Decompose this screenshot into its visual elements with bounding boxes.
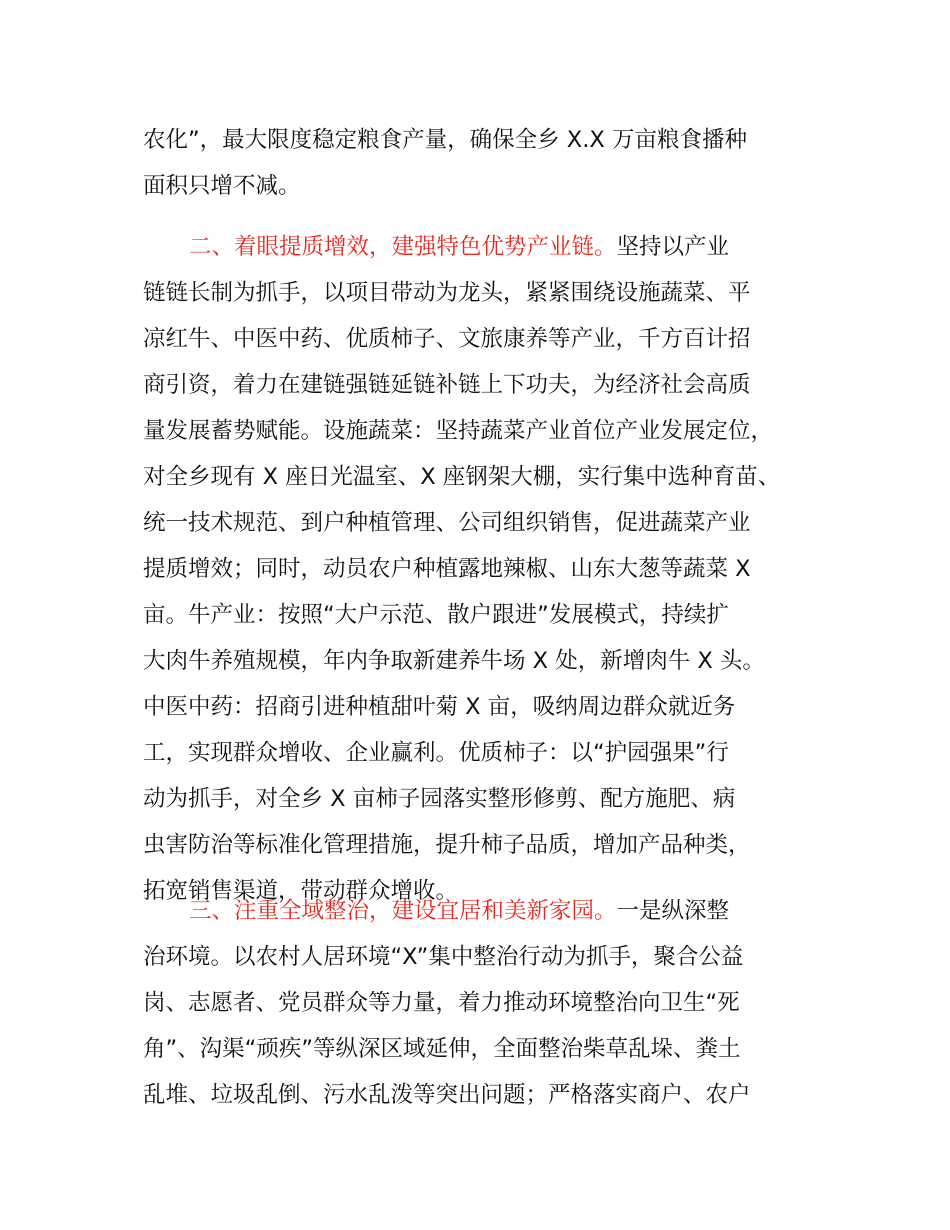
section-heading: 二、着眼提质增效，建强特色优势产业链。 [189, 234, 617, 260]
text-line: 角”、沟渠“顽疾”等纵深区域延伸，全面整治柴草乱垛、粪土 [143, 1036, 741, 1062]
paragraph-first-line [143, 888, 751, 934]
text-run: 一是纵深整 [616, 898, 730, 924]
text-line: 虫害防治等标准化管理措施，提升柿子品质，增加产品种类， [143, 832, 751, 858]
paragraph-2 [143, 224, 780, 914]
text-line: 凉红牛、中医中药、优质柿子、文旅康养等产业，千方百计招 [143, 326, 751, 352]
text-line: 商引资，着力在建链强链延链补链上下功夫，为经济社会高质 [143, 372, 751, 398]
text-line: 工，实现群众增收、企业赢利。优质柿子：以“护园强果”行 [143, 740, 729, 766]
text-line: 对全乡现有 X 座日光温室、X 座钢架大棚，实行集中选种育苗、 [143, 464, 781, 490]
text-line: 链链长制为抓手，以项目带动为龙头，紧紧围绕设施蔬菜、平 [143, 280, 751, 306]
text-line: 治环境。以农村人居环境“X”集中整治行动为抓手，聚合公益 [143, 944, 744, 970]
text-line: 提质增效；同时，动员农户种植露地辣椒、山东大葱等蔬菜 X [143, 556, 751, 582]
text-line: 统一技术规范、到户种植管理、公司组织销售，促进蔬菜产业 [143, 510, 751, 536]
section-heading: 三、注重全域整治，建设宜居和美新家园。 [189, 898, 617, 924]
text-line: 面积只增不减。 [143, 173, 301, 199]
text-line: 拓宽销售渠道，带动群众增收。 [143, 878, 459, 904]
text-line: 亩。牛产业：按照“大户示范、散户跟进”发展模式，持续扩 [143, 602, 729, 628]
text-line: 大肉牛养殖规模，年内争取新建养牛场 X 处，新增肉牛 X 头。 [143, 648, 765, 674]
text-line: 量发展蓄势赋能。设施蔬菜：坚持蔬菜产业首位产业发展定位， [143, 418, 774, 444]
text-line: 农化”，最大限度稳定粮食产量，确保全乡 X.X 万亩粮食播种 [143, 127, 747, 153]
paragraph-3 [143, 888, 751, 1118]
paragraph-first-line [143, 224, 780, 270]
text-line: 动为抓手，对全乡 X 亩柿子园落实整形修剪、配方施肥、病 [143, 786, 736, 812]
paragraph-1 [143, 117, 747, 209]
text-line: 岗、志愿者、党员群众等力量，着力推动环境整治向卫生“死 [143, 990, 740, 1016]
text-run: 坚持以产业 [616, 234, 730, 260]
text-line: 乱堆、垃圾乱倒、污水乱泼等突出问题；严格落实商户、农户 [143, 1082, 751, 1108]
text-line: 中医中药：招商引进种植甜叶菊 X 亩，吸纳周边群众就近务 [143, 694, 736, 720]
